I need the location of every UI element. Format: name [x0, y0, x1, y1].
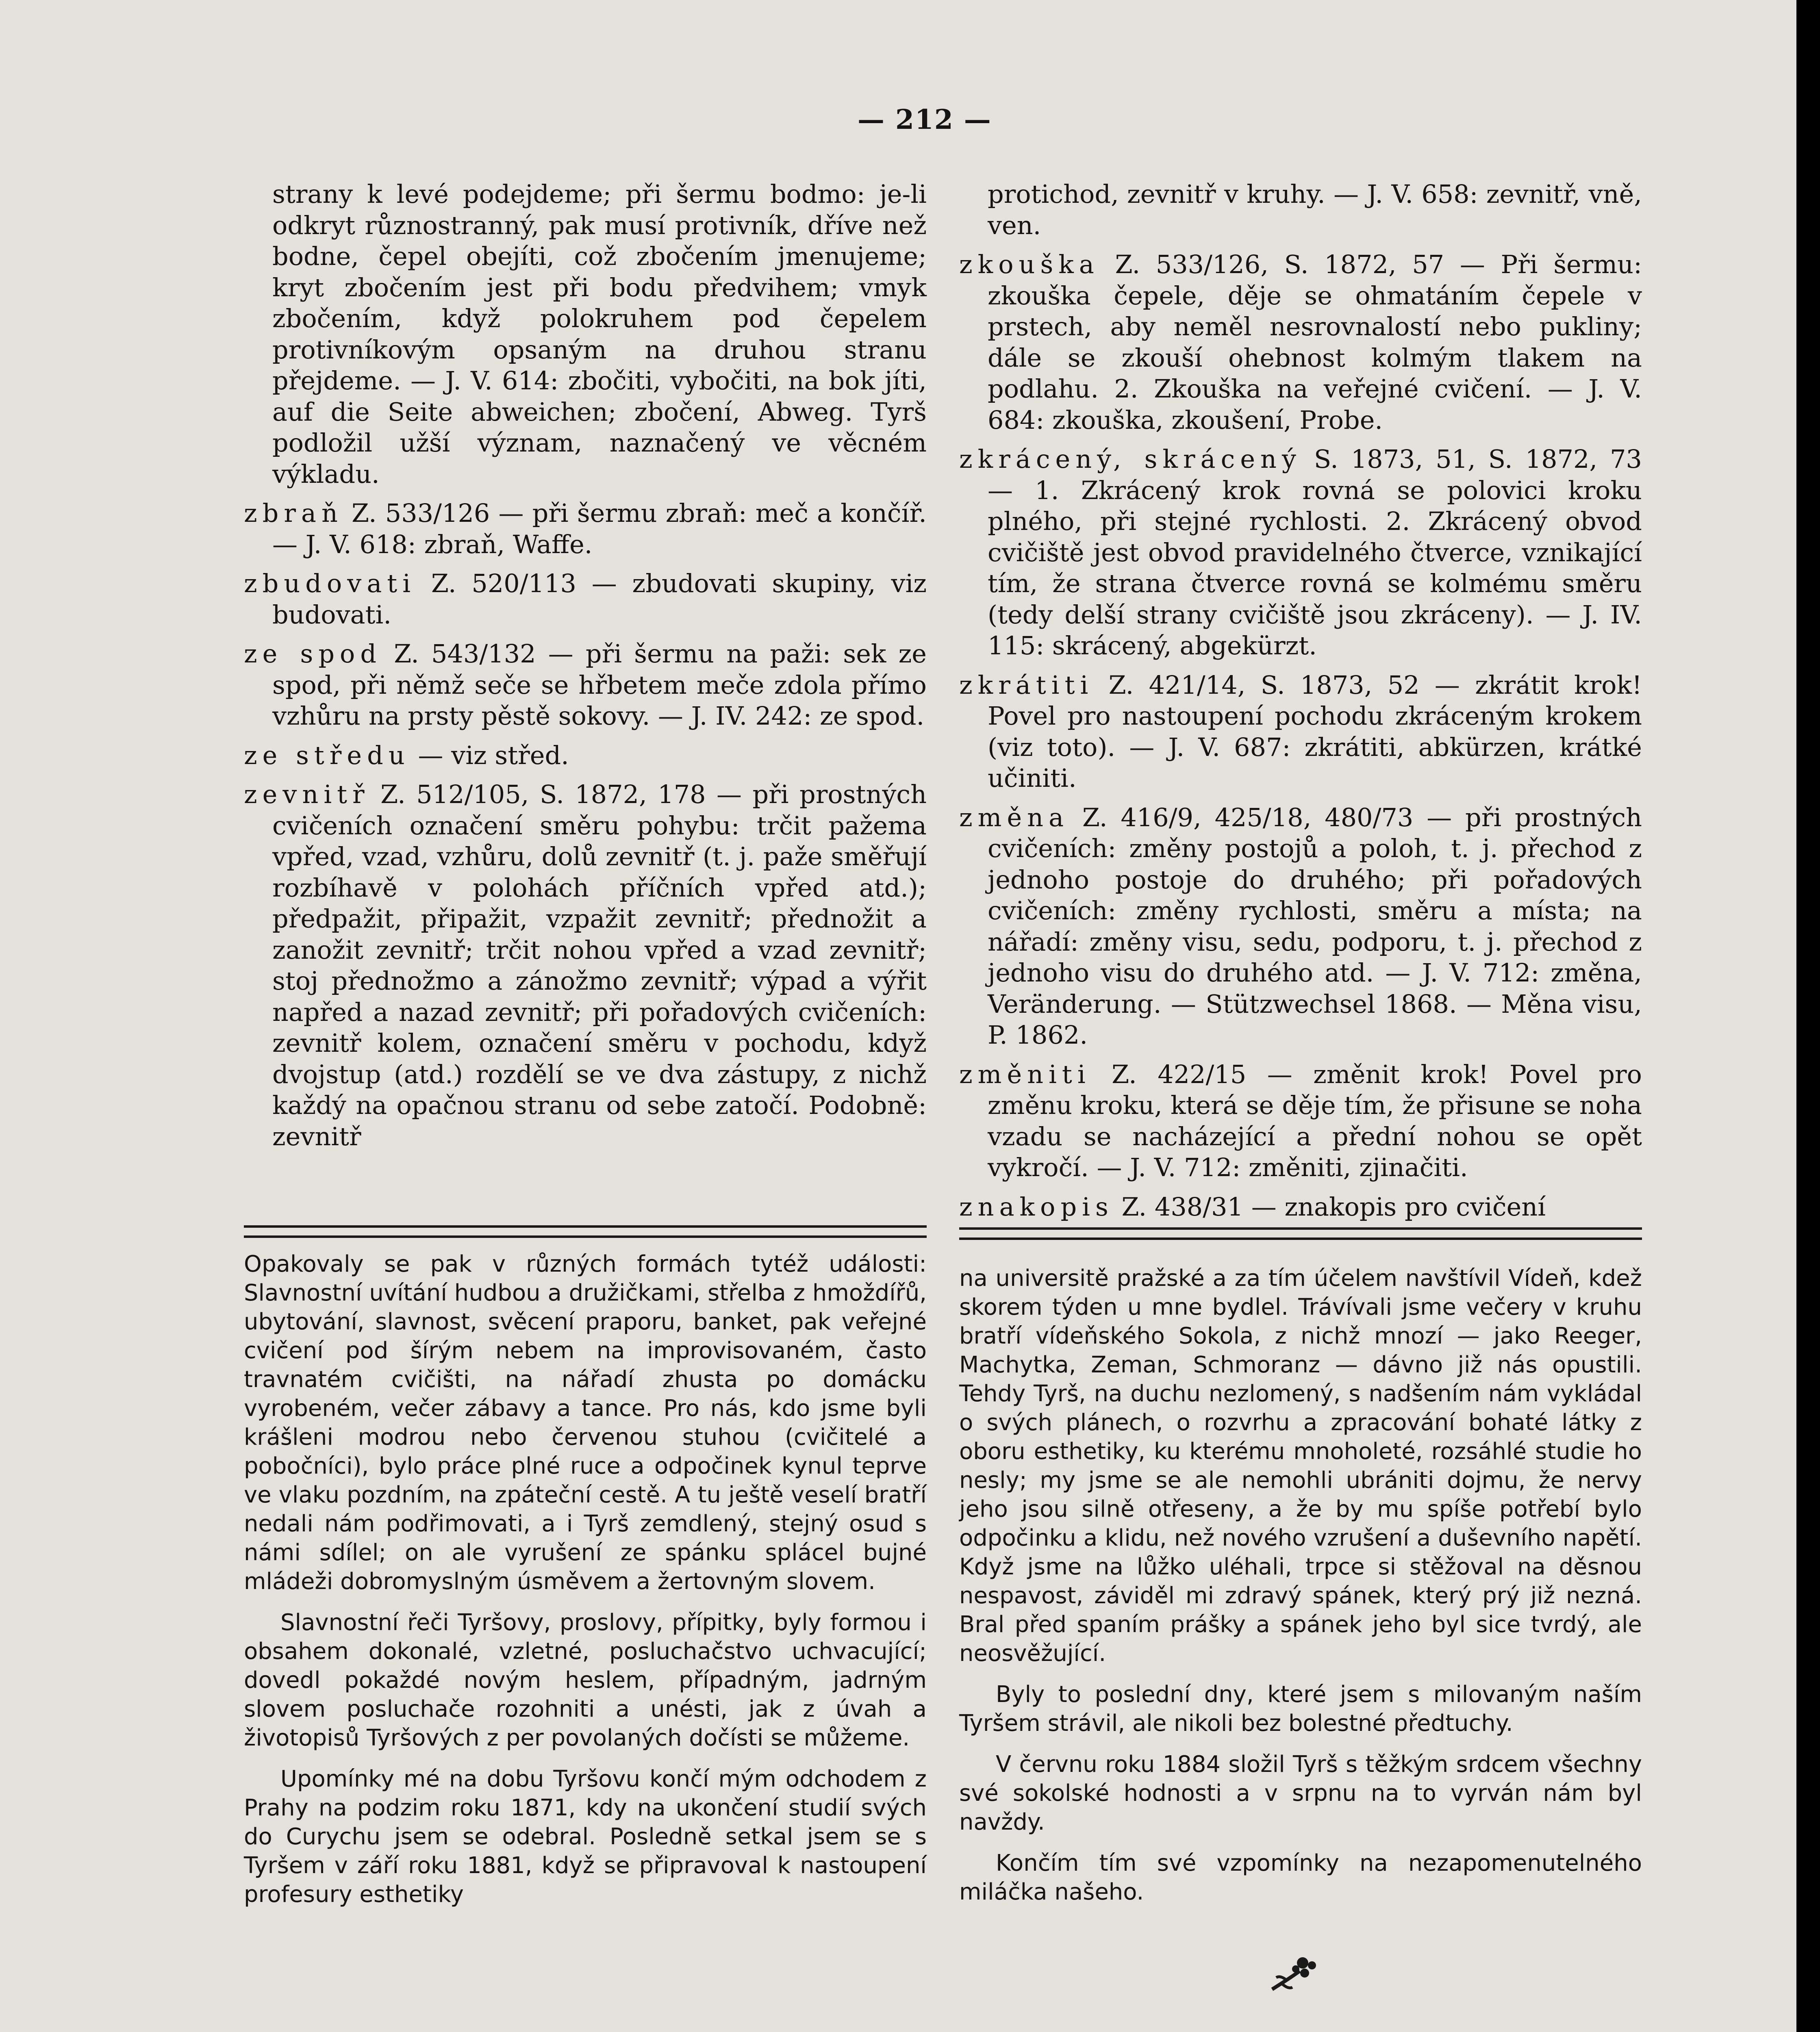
separator-rule-left: [244, 1225, 927, 1228]
headword: znakopis: [959, 1192, 1114, 1222]
dictionary-entry: zkouška Z. 533/126, S. 1872, 57 — Při šermu: zkouška čepele, děje se ohmatáním čepele v prstech, aby neměl nesrovnalostí nebo pukliny; dále se zkouší ohebnost kolmým tlakem na podlahu. 2. Zkouška na veřejné cvičení. — J. V. 684: zkouška, zkoušení, Probe.: [959, 250, 1642, 435]
floral-ornament-icon: [1264, 1951, 1321, 1995]
memoir-paragraph: na universitě pražské a za tím účelem navštívil Vídeň, kdež skorem týden u mne bydlel. Trávívali jsme večery v kruhu bratří vídeňského Sokola, z nichž mnozí — jako Reeger, Machytka, Zeman, Schmoranz — dávno již nás opustili. Tehdy Tyrš, na duchu nezlomený, s nadšením nám vykládal o svých plánech, o rozvrhu a zpracování bohaté látky z oboru esthetiky, ku kterému mnoholeté, rozsáhlé studie ho nesly; my jsme se ale nemohli ubrániti dojmu, že nervy jeho jsou silně otřeseny, a že by mu spíše potřebí bylo odpočinku a klidu, než nového vzrušení a duševního napětí. Když jsme na lůžko uléhali, trpce si stěžoval na děsnou nespavost, záviděl mi zdravý spánek, který prý již nezná. Bral před spaním prášky a spánek jeho byl sice tvrdý, ale neosvěžující.: [959, 1265, 1642, 1667]
page-number: — 212 —: [858, 104, 992, 135]
headword: ze středu: [244, 740, 410, 770]
memoir-paragraph: Končím tím své vzpomínky na nezapomenutelného miláčka našeho.: [959, 1850, 1642, 1905]
headword: zkouška: [959, 250, 1099, 279]
memoir-paragraph: Byly to poslední dny, které jsem s milovaným naším Tyršem strávil, ale nikoli bez bolestné předtuchy.: [959, 1681, 1642, 1737]
separator-rule-right: [959, 1237, 1642, 1240]
dictionary-entry: zbudovati Z. 520/113 — zbudovati skupiny, viz budovati.: [244, 569, 927, 630]
dictionary-entry-continuation: strany k levé podejdeme; při šermu bodmo: je-li odkryt různostranný, pak musí protivník, dříve než bodne, čepel obejíti, což zbočením jmenujeme; kryt zbočením jest při bodu předvihem; vmyk zbočením, když polokruhem pod čepelem protivníkovým opsaným na druhou stranu přejdeme. — J. V. 614: zbočiti, vybočiti, na bok jíti, auf die Seite abweichen; zbočení, Abweg. Tyrš podložil užší význam, naznačený ve věcném výkladu.: [272, 179, 927, 489]
memoir-left-column: [244, 1250, 927, 1921]
dictionary-entry: změna Z. 416/9, 425/18, 480/73 — při prostných cvičeních: změny postojů a poloh, t. j. přechod z jednoho postoje do druhého; při pořadových cvičeních: změny rychlosti, směru a místa; na nářadí: změny visu, sedu, podporu, t. j. přechod z jednoho visu do druhého atd. — J. V. 712: změna, Veränderung. — Stützwechsel 1868. — Měna visu, P. 1862.: [959, 802, 1642, 1050]
memoir-paragraph: Upomínky mé na dobu Tyršovu končí mým odchodem z Prahy na podzim roku 1871, kdy na ukončení studií svých do Curychu jsem se odebral. Posledně setkal jsem se s Tyršem v září roku 1881, když se připravoval k nastoupení profesury esthetiky: [244, 1766, 927, 1908]
dictionary-entry: zkrátiti Z. 421/14, S. 1873, 52 — zkrátit krok! Povel pro nastoupení pochodu zkráceným krokem (viz toto). — J. V. 687: zkrátiti, abkürzen, krátké učiniti.: [959, 670, 1642, 793]
headword: změna: [959, 802, 1069, 832]
dictionary-entry: zbraň Z. 533/126 — při šermu zbraň: meč a končíř. — J. V. 618: zbraň, Waffe.: [244, 498, 927, 559]
headword: zbraň: [244, 498, 343, 528]
dictionary-entry: zevnitř Z. 512/105, S. 1872, 178 — při prostných cvičeních označení směru pohybu: trčit pažema vpřed, vzad, vzhůru, dolů zevnitř (t. j. paže směřují rozbíhavě v polohách příčních vpřed atd.); předpažit, připažit, vzpažit zevnitř; přednožit a zanožit zevnitř; trčit nohou vpřed a vzad zevnitř; stoj přednožmo a zánožmo zevnitř; výpad a výřit napřed a nazad zevnitř; při pořadových cvičeních: zevnitř kolem, označení směru v pochodu, když dvojstup (atd.) rozdělí se ve dva zástupy, z nichž každý na opačnou stranu od sebe zatočí. Podobně: zevnitř: [244, 779, 927, 1151]
headword: zevnitř: [244, 779, 370, 809]
dictionary-entry: změniti Z. 422/15 — změnit krok! Povel pro změnu kroku, která se děje tím, že přisune se noha vzadu se nacházející a přední nohou se opět vykročí. — J. V. 712: změniti, zjinačiti.: [959, 1059, 1642, 1182]
dictionary-right-column: [959, 179, 1642, 1231]
separator-rule-left: [244, 1235, 927, 1238]
headword: zkrátiti: [959, 670, 1094, 700]
headword: zbudovati: [244, 569, 416, 598]
headword: změniti: [959, 1059, 1091, 1089]
memoir-paragraph: Slavnostní řeči Tyršovy, proslovy, přípitky, byly formou i obsahem dokonalé, vzletné, posluchačstvo uchvacující; dovedl pokaždé novým heslem, případným, jadrným slovem posluchače rozohniti a unésti, jak z úvah a životopisů Tyršových z per povolaných dočísti se můžeme.: [244, 1609, 927, 1751]
memoir-right-column: [959, 1264, 1642, 1919]
memoir-paragraph: Opakovaly se pak v různých formách tytéž události: Slavnostní uvítání hudbou a družičkami, střelba z hmoždířů, ubytování, slavnost, svěcení praporu, banket, pak veřejné cvičení pod šírým nebem na improvisovaném, často travnatém cvičišti, na nářadí zhusta po domácku vyrobeném, večer zábavy a tance. Pro nás, kdo jsme byli krášleni modrou nebo červenou stuhou (cvičitelé a pobočníci), bylo práce plné ruce a odpočinek kynul teprve ve vlaku pozdním, na zpáteční cestě. A tu ještě veselí bratří nedali nám podřimovati, a i Tyrš zemdlený, stejný osud s námi sdílel; on ale vyrušení ze spánku splácel bujné mládeži dobromyslným úsměvem a žertovným slovem.: [244, 1251, 927, 1595]
dictionary-left-column: [244, 179, 927, 1160]
memoir-paragraph: V červnu roku 1884 složil Tyrš s těžkým srdcem všechny své sokolské hodnosti a v srpnu na to vyrván nám byl navždy.: [959, 1751, 1642, 1835]
dictionary-entry: ze středu — viz střed.: [244, 740, 569, 770]
dictionary-entry: znakopis Z. 438/31 — znakopis pro cvičení: [959, 1192, 1546, 1222]
headword: ze spod: [244, 639, 382, 669]
dictionary-entry-continuation: protichod, zevnitř v kruhy. — J. V. 658: zevnitř, vně, ven.: [988, 179, 1642, 240]
dictionary-entry: zkrácený, skrácený S. 1873, 51, S. 1872, 73 — 1. Zkrácený krok rovná se polovici kroku plného, při stejné rychlosti. 2. Zkrácený obvod cvičiště jest obvod pravidelného čtverce, vznikající tím, že strana čtverce rovná se kolmému směru (tedy delší strany cvičiště jsou zkráceny). — J. IV. 115: skrácený, abgekürzt.: [959, 444, 1642, 660]
dictionary-entry: ze spod Z. 543/132 — při šermu na paži: sek ze spod, při němž seče se hřbetem meče zdola přímo vzhůru na prsty pěstě sokovy. — J. IV. 242: ze spod.: [244, 639, 927, 731]
separator-rule-right: [959, 1227, 1642, 1230]
headword: zkrácený, skrácený: [959, 444, 1301, 474]
